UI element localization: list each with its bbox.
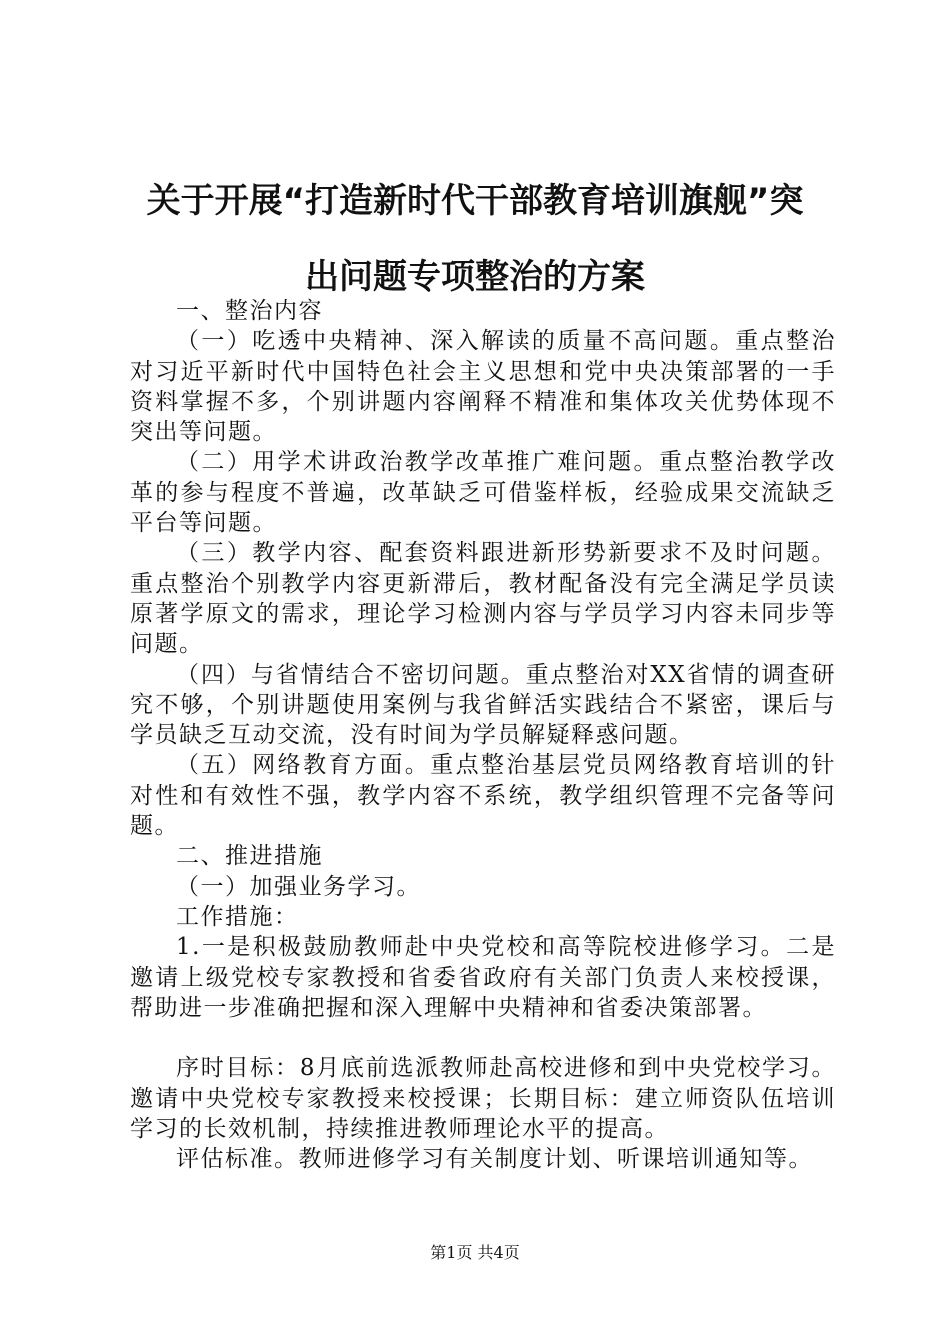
subsection-heading: （一）加强业务学习。 [176,873,421,900]
title-line-1: 关于开展“打造新时代干部教育培训旗舰”突 [146,181,804,221]
paragraph: （一）吃透中央精神、深入解读的质量不高问题。重点整治对习近平新时代中国特色社会主义思想和党中央决策部署的一手资料掌握不多，个别讲题内容阐释不精准和集体攻关优势体现不突出等问题。 [130,328,836,446]
paragraph: （二）用学术讲政治教学改革推广难问题。重点整治教学改革的参与程度不普遍，改革缺乏可借鉴样板，经验成果交流缺乏平台等问题。 [130,449,836,537]
paragraph: （三）教学内容、配套资料跟进新形势新要求不及时问题。重点整治个别教学内容更新滞后，教材配备没有完全满足学员读原著学原文的需求，理论学习检测内容与学员学习内容未同步等问题。 [130,540,836,658]
paragraph: 1.一是积极鼓励教师赴中央党校和高等院校进修学习。二是邀请上级党校专家教授和省委省政府有关部门负责人来校授课，帮助进一步准确把握和深入理解中央精神和省委决策部署。 [130,934,836,1021]
title-line-2: 出问题专项整治的方案 [305,257,645,297]
paragraph: （五）网络教育方面。重点整治基层党员网络教育培训的针对性和有效性不强，教学内容不系统，教学组织管理不完备等问题。 [130,752,836,840]
blank-line [130,1023,836,1053]
page-footer: 第1页 共4页 [430,1243,520,1262]
paragraph: 工作措施： [176,903,299,930]
section-heading: 二、推进措施 [176,843,323,870]
paragraph: 序时目标：8月底前选派教师赴高校进修和到中央党校学习。邀请中央党校专家教授来校授课；长期目标：建立师资队伍培训学习的长效机制，持续推进教师理论水平的提高。 [130,1055,836,1143]
document-body [130,296,836,1175]
paragraph: 评估标准。教师进修学习有关制度计划、听课培训通知等。 [176,1146,813,1173]
section-heading: 一、整治内容 [176,298,323,324]
paragraph: （四）与省情结合不密切问题。重点整治对XX省情的调查研究不够，个别讲题使用案例与我省鲜活实践结合不紧密，课后与学员缺乏互动交流，没有时间为学员解疑释惑问题。 [130,661,836,749]
document-title [118,163,832,315]
